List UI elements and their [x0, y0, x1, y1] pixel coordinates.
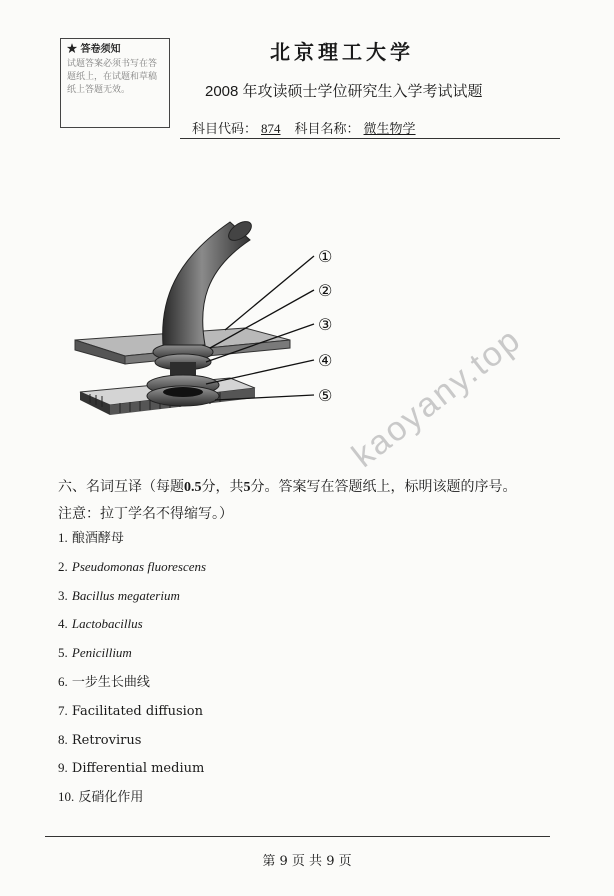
- question-note: 注意：拉丁学名不得缩写。）: [58, 506, 233, 522]
- diagram-label: ①: [318, 247, 333, 266]
- subject-value: 微生物学: [363, 121, 416, 136]
- term-item: [58, 614, 206, 643]
- term-text: 酿酒酵母: [71, 531, 124, 546]
- term-item: [58, 758, 206, 787]
- term-item: [58, 730, 206, 759]
- diagram-label: ④: [318, 351, 333, 370]
- term-item: [58, 528, 206, 557]
- term-list: [58, 528, 206, 816]
- term-number: 3.: [58, 587, 68, 603]
- question-instruction: 六、名词互译（每题0.5分，共5分。答案写在答题纸上，标明该题的序号。: [58, 479, 517, 495]
- code-label: 科目代码：: [192, 121, 258, 136]
- diagram-label: ③: [318, 315, 333, 334]
- term-item: [58, 672, 206, 701]
- term-number: 9.: [58, 760, 68, 776]
- term-number: 5.: [58, 645, 68, 661]
- exam-title: 2008 年攻读硕士学位研究生入学考试试题: [205, 83, 483, 100]
- page-footer: 第 9 页 共 9 页: [262, 854, 352, 869]
- term-text: 一步生长曲线: [71, 674, 150, 690]
- term-number: 7.: [58, 702, 68, 718]
- footer-rule: [45, 836, 550, 837]
- term-text: Facilitated diffusion: [71, 703, 203, 719]
- term-text: Retrovirus: [71, 732, 142, 748]
- diagram-label: ⑤: [318, 386, 333, 405]
- code-value: 874: [261, 121, 281, 136]
- term-text: Differential medium: [71, 761, 205, 777]
- term-number: 10.: [58, 789, 75, 805]
- term-number: 8.: [58, 731, 68, 747]
- term-number: 2.: [58, 558, 68, 574]
- notice-title: ★ 答卷须知: [67, 44, 121, 55]
- watermark: kaoyany.top: [345, 320, 529, 475]
- term-item: [58, 787, 206, 816]
- star-icon: ★: [67, 44, 77, 55]
- term-item: [58, 586, 206, 615]
- term-item: [58, 557, 206, 586]
- term-item: [58, 701, 206, 730]
- term-text: Pseudomonas fluorescens: [71, 558, 207, 574]
- notice-text: 试题答案必须书写在答题纸上，在试题和草稿纸上答题无效。: [67, 59, 158, 95]
- term-text: Penicillium: [71, 645, 132, 661]
- diagram-label: ②: [318, 281, 333, 300]
- question-heading: [58, 474, 558, 527]
- term-text: Lactobacillus: [71, 616, 143, 632]
- term-text: Bacillus megaterium: [71, 587, 180, 603]
- term-number: 4.: [58, 616, 68, 632]
- basal-rings: [147, 343, 219, 406]
- university-name: 北京理工大学: [270, 40, 414, 64]
- term-number: 1.: [58, 530, 68, 545]
- term-number: 6.: [58, 673, 68, 689]
- term-text: 反硝化作用: [78, 790, 144, 806]
- term-item: [58, 643, 206, 672]
- subject-label: 科目名称：: [294, 121, 360, 136]
